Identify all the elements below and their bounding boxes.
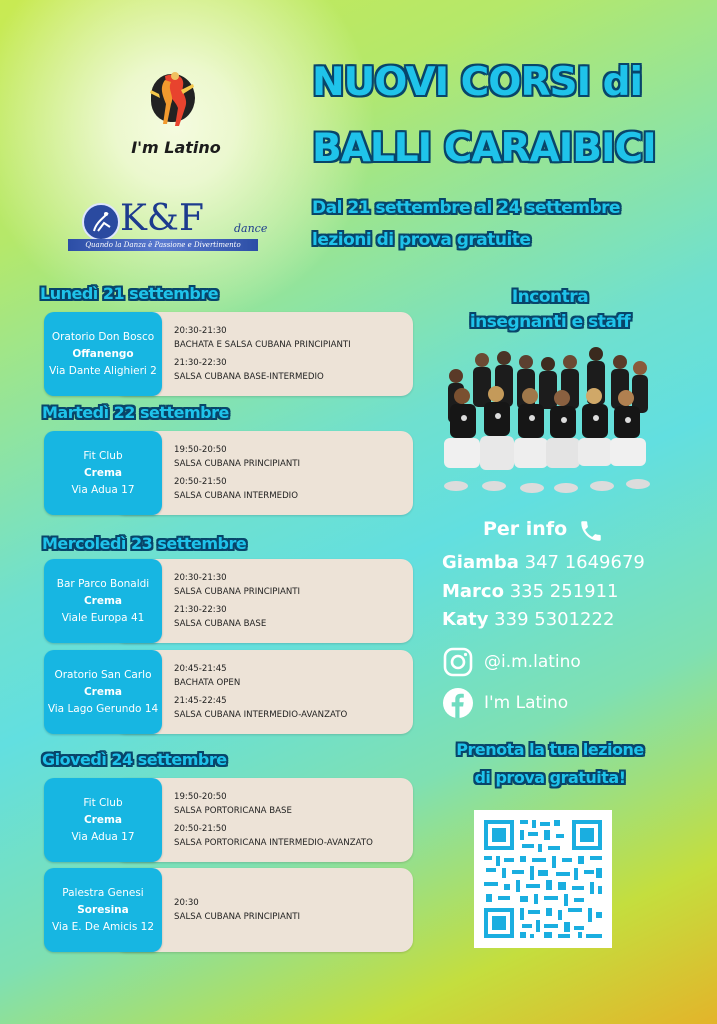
subtitle-line1: Dal 21 settembre al 24 settembre <box>312 198 621 218</box>
venue-name: Oratorio Don Bosco <box>51 330 155 343</box>
facebook-page: I'm Latino <box>484 693 569 713</box>
schedule-card <box>44 312 413 396</box>
venue-name: Oratorio San Carlo <box>54 668 152 681</box>
session <box>174 571 300 599</box>
session-course: SALSA CUBANA INTERMEDIO <box>174 491 298 501</box>
contact-phone[interactable]: 347 1649679 <box>524 552 645 573</box>
session <box>174 822 373 850</box>
contact-name: Katy <box>442 609 489 630</box>
booking-cta-line1: Prenota la tua lezione <box>456 740 644 759</box>
phone-icon <box>578 518 604 544</box>
session <box>174 443 300 471</box>
day-label-tuesday: Martedì 22 settembre <box>42 403 229 422</box>
venue-city: Crema <box>83 594 123 607</box>
day-label-thursday: Giovedì 24 settembre <box>42 750 227 769</box>
venue-city: Crema <box>83 466 123 479</box>
venue-address: Via E. De Amicis 12 <box>51 920 155 933</box>
contact-name: Marco <box>442 581 504 602</box>
session-course: SALSA CUBANA INTERMEDIO-AVANZATO <box>174 710 348 720</box>
card-venue-panel <box>44 559 162 643</box>
subtitle-line2: lezioni di prova gratuite <box>312 230 531 250</box>
im-latino-wordmark: I'm Latino <box>131 138 221 157</box>
venue-name: Bar Parco Bonaldi <box>56 577 150 590</box>
contact-row <box>442 581 619 602</box>
session-time: 20:50-21:50 <box>174 824 227 834</box>
session-course: BACHATA E SALSA CUBANA PRINCIPIANTI <box>174 340 351 350</box>
kf-dance-logo <box>68 198 268 256</box>
session-time: 21:45-22:45 <box>174 696 227 706</box>
booking-cta <box>430 736 670 792</box>
session-time: 19:50-20:50 <box>174 792 227 802</box>
session-course: SALSA CUBANA BASE-INTERMEDIO <box>174 372 324 382</box>
schedule-card <box>44 778 413 862</box>
session-course: SALSA PORTORICANA BASE <box>174 806 292 816</box>
session-time: 20:30-21:30 <box>174 573 227 583</box>
venue-name: Fit Club <box>83 796 123 809</box>
card-venue-panel <box>44 650 162 734</box>
facebook-icon <box>442 687 474 719</box>
facebook-link[interactable] <box>442 687 568 719</box>
staff-heading-line1: Incontra <box>511 287 589 307</box>
instagram-link[interactable] <box>442 646 581 678</box>
schedule-card <box>44 868 413 952</box>
venue-address: Via Lago Gerundo 14 <box>47 702 159 715</box>
session-time: 19:50-20:50 <box>174 445 227 455</box>
venue-address: Via Dante Alighieri 2 <box>49 364 157 377</box>
session <box>174 324 351 352</box>
schedule-card <box>44 559 413 643</box>
kf-letters: K&F <box>120 198 204 239</box>
session <box>174 694 347 722</box>
session-list <box>174 312 351 396</box>
venue-name: Fit Club <box>83 449 123 462</box>
session-course: SALSA CUBANA PRINCIPIANTI <box>174 912 301 922</box>
contact-name: Giamba <box>442 552 519 573</box>
session <box>174 475 300 503</box>
venue-address: Viale Europa 41 <box>61 611 145 624</box>
kf-tagline: Quando la Danza è Passione e Divertimento <box>68 239 258 251</box>
venue-city: Soresina <box>77 903 129 916</box>
contact-phone[interactable]: 339 5301222 <box>494 609 615 630</box>
day-label-monday: Lunedì 21 settembre <box>40 284 219 303</box>
staff-heading-line2: insegnanti e staff <box>469 312 631 332</box>
headline-line2: BALLI CARAIBICI <box>312 126 656 171</box>
venue-city: Offanengo <box>72 347 134 360</box>
session-list <box>174 431 300 515</box>
im-latino-logo <box>130 62 222 172</box>
day-label-wednesday: Mercoledì 23 settembre <box>42 534 247 553</box>
session-list <box>174 778 373 862</box>
session-list <box>174 868 300 952</box>
staff-heading <box>430 285 670 335</box>
booking-cta-line2: di prova gratuita! <box>474 768 626 787</box>
session <box>174 356 351 384</box>
contact-row <box>442 552 645 573</box>
contact-row <box>442 609 614 630</box>
session-course: BACHATA OPEN <box>174 678 241 688</box>
session-time: 21:30-22:30 <box>174 358 227 368</box>
session <box>174 790 373 818</box>
session-course: SALSA CUBANA PRINCIPIANTI <box>174 459 301 469</box>
instagram-icon <box>442 646 474 678</box>
session-course: SALSA CUBANA PRINCIPIANTI <box>174 587 301 597</box>
kf-dancer-emblem-icon <box>82 203 120 241</box>
schedule-card <box>44 650 413 734</box>
session-time: 20:30 <box>174 898 199 908</box>
info-heading: Per info <box>483 518 568 540</box>
venue-address: Via Adua 17 <box>71 830 135 843</box>
venue-city: Crema <box>83 813 123 826</box>
card-venue-panel <box>44 778 162 862</box>
card-venue-panel <box>44 431 162 515</box>
card-venue-panel <box>44 312 162 396</box>
session-time: 20:45-21:45 <box>174 664 227 674</box>
session-list <box>174 650 347 734</box>
session-time: 20:30-21:30 <box>174 326 227 336</box>
session-time: 21:30-22:30 <box>174 605 227 615</box>
session-list <box>174 559 300 643</box>
schedule-card <box>44 431 413 515</box>
session <box>174 896 300 924</box>
headline-line1: NUOVI CORSI di <box>312 60 642 105</box>
instagram-handle: @i.m.latino <box>484 652 581 672</box>
session <box>174 662 347 690</box>
session <box>174 603 300 631</box>
session-course: SALSA PORTORICANA INTERMEDIO-AVANZATO <box>174 838 373 848</box>
venue-name: Palestra Genesi <box>62 886 144 899</box>
card-venue-panel <box>44 868 162 952</box>
qr-code[interactable] <box>474 810 612 948</box>
dancers-logo-icon <box>145 68 207 130</box>
session-course: SALSA CUBANA BASE <box>174 619 267 629</box>
venue-address: Via Adua 17 <box>71 483 135 496</box>
kf-dance-text: dance <box>234 222 268 235</box>
session-time: 20:50-21:50 <box>174 477 227 487</box>
venue-city: Crema <box>83 685 123 698</box>
contact-phone[interactable]: 335 251911 <box>509 581 619 602</box>
staff-group-photo <box>434 346 660 498</box>
